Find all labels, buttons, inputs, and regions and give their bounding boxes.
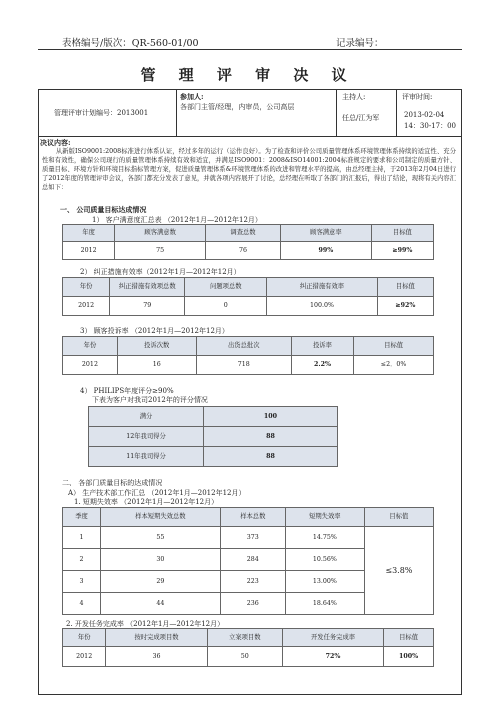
- table-cell: 373: [220, 527, 285, 549]
- participants-label: 参加人:: [180, 92, 204, 101]
- table-header: 顾客满意率: [281, 225, 372, 242]
- corrective-table: [62, 277, 434, 316]
- host-label: 主持人:: [342, 93, 366, 101]
- table-cell: 2012: [63, 297, 110, 316]
- dev-completion-table: [62, 628, 434, 667]
- table-header: 年份: [63, 629, 106, 647]
- review-date: 2013-02-04: [404, 111, 445, 119]
- header-rule: [38, 49, 462, 50]
- table-header: 开发任务完成率: [282, 629, 383, 647]
- section2-sub-a: A） 生产技术部工作汇总 （2012年1月—2012年12月）: [68, 489, 246, 497]
- table-cell: ≥99%: [371, 242, 433, 260]
- section2-title: 二、 各部门质量目标的达成情况: [62, 479, 163, 487]
- complaint-table: [62, 336, 434, 375]
- participants: 各部门主管/经理，内审员，公司高层: [180, 103, 295, 111]
- table-header: 立案项目数: [207, 629, 282, 647]
- table-cell: 79: [110, 297, 185, 316]
- table-header: 短期失效率: [285, 508, 364, 527]
- table-header: 按时完成项目数: [106, 629, 207, 647]
- table-cell: 满分: [89, 407, 204, 427]
- table-cell: 100%: [384, 647, 434, 667]
- t3-caption: 3） 顾客投诉率 （2012年1月—2012年12月）: [80, 327, 229, 335]
- table-cell: 55: [101, 527, 221, 549]
- table-cell: 30: [101, 549, 221, 571]
- table-cell: 88: [204, 447, 338, 467]
- table-header: 投诉率: [291, 337, 353, 356]
- table-cell: 13.00%: [285, 571, 364, 593]
- divider: [396, 89, 397, 136]
- table-header: 年份: [63, 278, 110, 297]
- table-header: 纠正措施有效率: [267, 278, 377, 297]
- table-cell: 76: [205, 242, 280, 260]
- divider: [336, 89, 337, 136]
- table-header: 样本总数: [220, 508, 285, 527]
- table-cell: 4: [63, 593, 101, 615]
- table-header: 目标值: [371, 225, 433, 242]
- table-cell: 100.0%: [267, 297, 377, 316]
- table-header: 调查总数: [205, 225, 280, 242]
- table-cell: 11年我司得分: [89, 447, 204, 467]
- table-cell: ≤2．0%: [354, 356, 434, 375]
- time-label: 评审时间:: [402, 93, 433, 101]
- table-cell: 29: [101, 571, 221, 593]
- table-cell: 36: [106, 647, 207, 667]
- table-cell: 18.64%: [285, 593, 364, 615]
- table-header: 目标值: [377, 278, 433, 297]
- t6-caption: 2. 开发任务完成率 （2012年1月—2012年12月）: [66, 620, 225, 628]
- table-cell: 75: [115, 242, 206, 260]
- table-cell: 2: [63, 549, 101, 571]
- resolution-label: 决议内容:: [40, 138, 71, 147]
- table-header: 目标值: [354, 337, 434, 356]
- table-cell: 2012: [63, 242, 115, 260]
- table-cell: 718: [196, 356, 291, 375]
- table-cell: 44: [101, 593, 221, 615]
- t1-caption: 1） 客户满意度汇总表 （2012年1月—2012年12月）: [92, 216, 262, 224]
- table-cell: 99%: [281, 242, 372, 260]
- table-header: 目标值: [364, 508, 433, 527]
- table-cell: 16: [117, 356, 196, 375]
- t4-caption: 4） PHILIPS年度评分≥90%: [80, 387, 174, 395]
- table-cell: 88: [204, 427, 338, 447]
- page-title: 管 理 评 审 决 议: [140, 66, 356, 84]
- table-cell: 0: [185, 297, 267, 316]
- philips-score-table: [88, 406, 338, 467]
- table-cell: 2012: [63, 647, 106, 667]
- table-cell: 3: [63, 571, 101, 593]
- table-cell: 284: [220, 549, 285, 571]
- review-time: 14：30-17：00: [404, 122, 456, 130]
- table-cell: 2012: [63, 356, 118, 375]
- table-header: 投诉次数: [117, 337, 196, 356]
- intro-paragraph: 从新版ISO9001:2008标准进行体系认证，经过多年的运行（运作良好）。为了检查和评价公司质量管理体系环境管理体系持续的适宜性、充分性和有效性，确保公司现行的质量管理体系持续有效和适宜，并满足ISO9001：2008&ISO14001:2004标准规定的要求和公司制定的质量方针、质量目标、环境方针和环境目标指标管理方案，促进质量管理体系&环境管理体系的改进和管理水平的提高，由总经理主持，于2013年2月04日进行了2012年度的管理评审会议，各部门都充分发表了意见，并就各项内容展开了讨论，总经理在听取了各部门的汇报后，得出了结论，现将有关内容汇总如下：: [42, 148, 456, 191]
- table-header: 年份: [63, 337, 118, 356]
- table-cell: ≤3.8%: [364, 527, 433, 615]
- plan-number: 管理评审计划编号：2013001: [54, 109, 149, 117]
- table-cell: 100: [204, 407, 338, 427]
- table-header: 年度: [63, 225, 115, 242]
- failure-rate-table: [62, 507, 434, 615]
- t2-caption: 2） 纠正措施有效率（2012年1月—2012年12月）: [80, 268, 241, 276]
- t4-subcaption: 下表为客户对我司2012年的评分情况: [92, 396, 208, 404]
- table-cell: 72%: [282, 647, 383, 667]
- t5-caption: 1. 短期失效率 （2012年1月—2012年12月）: [74, 498, 219, 506]
- table-header: 顾客满意数: [115, 225, 206, 242]
- section1-title: 一、 公司质量目标达成情况: [60, 205, 147, 214]
- table-cell: 50: [207, 647, 282, 667]
- table-cell: ≥92%: [377, 297, 433, 316]
- table-cell: 223: [220, 571, 285, 593]
- table-header: 样本短期失效总数: [101, 508, 221, 527]
- table-header: 问题项总数: [185, 278, 267, 297]
- table-cell: 1: [63, 527, 101, 549]
- host: 任总/江为军: [342, 114, 380, 122]
- table-header: 出货总批次: [196, 337, 291, 356]
- satisfaction-table: [62, 224, 434, 260]
- table-cell: 2.2%: [291, 356, 353, 375]
- table-header: 纠正措施有效项总数: [110, 278, 185, 297]
- divider: [38, 136, 462, 137]
- table-cell: 12年我司得分: [89, 427, 204, 447]
- table-cell: 236: [220, 593, 285, 615]
- record-number: 记录编号：: [336, 38, 384, 49]
- table-header: 季度: [63, 508, 101, 527]
- table-header: 目标值: [384, 629, 434, 647]
- form-number: 表格编号/版次：QR-560-01/00: [62, 38, 199, 49]
- table-cell: 14.75%: [285, 527, 364, 549]
- table-cell: 10.56%: [285, 549, 364, 571]
- divider: [176, 89, 177, 136]
